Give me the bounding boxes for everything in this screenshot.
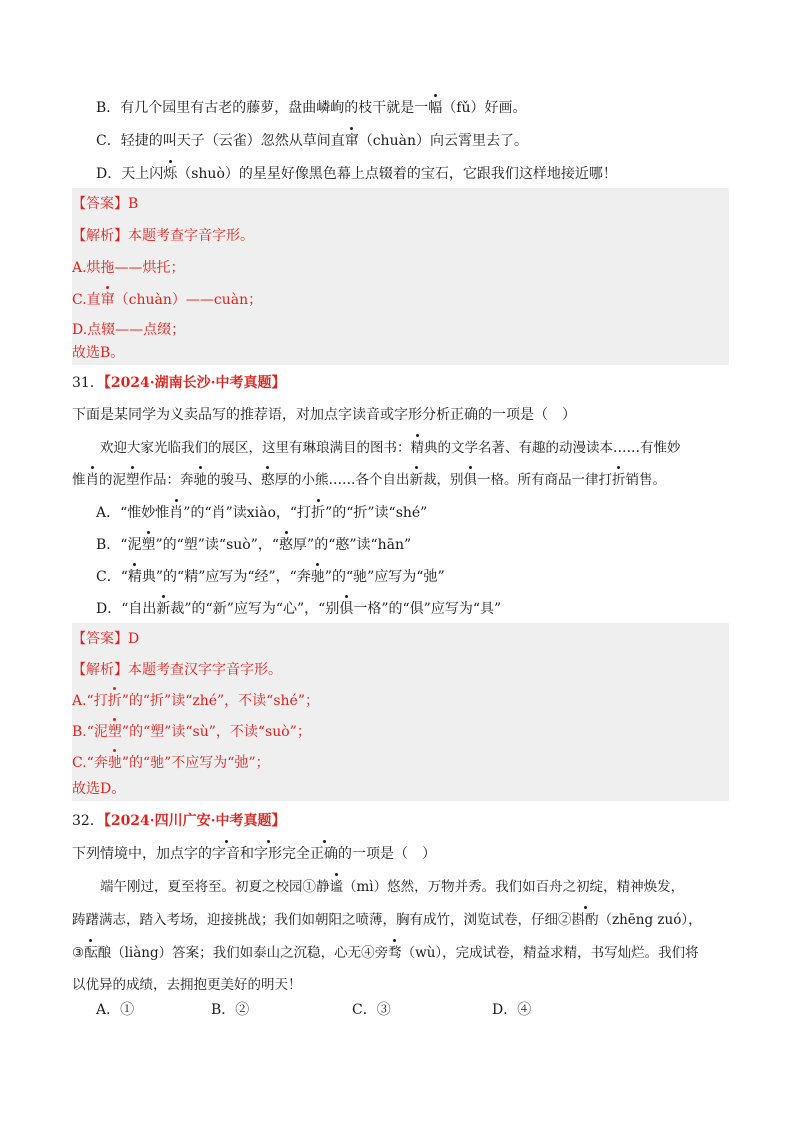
text: 完全 — [282, 846, 310, 862]
q30-analysis: 【解析】本题考查字音字形。 — [72, 228, 254, 244]
emphasis-char: 谧 — [329, 879, 343, 895]
q32-option-d: D．④ — [492, 1002, 532, 1018]
emphasis-char: 折 — [311, 505, 326, 521]
text: （chuàn）向云霄里去了。 — [358, 133, 528, 149]
text: 典”的“精”应写为“经”，“奔 — [141, 569, 311, 585]
emphasis-char: 肖 — [85, 472, 99, 488]
emphasis-char: 精 — [410, 440, 424, 456]
text: C.直 — [72, 292, 101, 308]
emphasis-char: 窜 — [344, 133, 359, 149]
q31-answer: 【答案】D — [72, 631, 140, 647]
q31-answer-box — [72, 623, 729, 801]
text: B．“泥 — [96, 537, 142, 553]
emphasis-char: 俱 — [463, 472, 477, 488]
q31-choice: 故选D。 — [72, 781, 126, 797]
emphasis-char: 新 — [156, 601, 171, 617]
text: B．有几个园里有古老的藤萝，盘曲嶙峋的枝干就是一 — [96, 100, 429, 116]
text: B.“泥 — [72, 724, 108, 740]
emphasis-char: 塑 — [107, 724, 122, 740]
text: 一格。所有商品一律打 — [477, 472, 612, 488]
text: 厚的小熊……各个自出 — [274, 472, 410, 488]
text: A.“打 — [72, 693, 108, 709]
text: 销售。 — [625, 472, 666, 488]
text: C．“ — [96, 569, 128, 585]
q30-option-c — [96, 131, 528, 151]
q31-option-d — [96, 599, 501, 619]
emphasis-char: 驰 — [107, 755, 122, 771]
q31-analysis-b — [72, 722, 311, 742]
q32-option-a: A．① — [96, 1002, 135, 1018]
text: （shuò）的星星好像黑色幕上点辍着的宝石，它跟我们这样地接近哪！ — [177, 166, 617, 182]
q32-header — [72, 811, 286, 831]
text: 裁，别 — [423, 472, 464, 488]
text: （chuàn）——cuàn； — [114, 292, 263, 308]
emphasis-char: 骛 — [388, 945, 402, 961]
emphasis-char: 折 — [612, 472, 626, 488]
emphasis-char: 折 — [107, 693, 122, 709]
text: 端午刚过，夏至将至。初夏之校园①静 — [100, 879, 330, 895]
emphasis-char: 俱 — [339, 601, 354, 617]
q32-option-c: C．③ — [352, 1002, 391, 1018]
emphasis-char: 斟酌 — [571, 912, 599, 928]
q32-passage-line4: 以优异的成绩，去拥抱更美好的明天！ — [72, 977, 302, 993]
text: （zhēng zuó）， — [598, 912, 702, 928]
text: 和 — [240, 846, 254, 862]
text: C．轻捷的叫天子（云雀）忽然从草间直 — [96, 133, 345, 149]
q32-passage-line2 — [72, 910, 702, 930]
emphasis-char: 憨 — [261, 472, 275, 488]
text: ”的“塑”读“suò”，“ — [155, 537, 280, 553]
text: 一格”的“俱”应写为“具” — [353, 601, 502, 617]
q31-passage-line1 — [100, 438, 681, 458]
emphasis-char: 烁 — [163, 166, 178, 182]
q32-option-b: B．② — [211, 1002, 250, 1018]
emphasis-char: 正确 — [310, 846, 338, 862]
q30-choice: 故选B。 — [72, 345, 125, 361]
text: 惟 — [72, 472, 86, 488]
emphasis-char: 肖 — [169, 505, 184, 521]
question-source: 【2024·四川广安·中考真题】 — [103, 813, 286, 829]
q32-stem — [72, 844, 436, 864]
question-number: 31． — [72, 375, 104, 391]
text: （mì）悠然，万物并秀。我们如百舟之初绽，精神焕发， — [343, 879, 685, 895]
emphasis-char: 窜 — [100, 292, 115, 308]
q30-analysis-a: A.烘拖——烘托； — [72, 260, 185, 276]
q31-option-b — [96, 535, 411, 555]
text: D．“自出 — [96, 601, 157, 617]
text: 的骏马、 — [207, 472, 261, 488]
q30-answer: 【答案】B — [72, 196, 139, 212]
q30-analysis-c — [72, 290, 262, 310]
text: 厚”的“憨”读“hān” — [293, 537, 412, 553]
text: 踌躇满志，踏入考场，迎接挑战；我们如朝阳之喷薄，胸有成竹，浏览试卷，仔细② — [72, 912, 572, 928]
emphasis-char: 驰 — [193, 472, 207, 488]
text: ”的“驰”应写为“弛” — [324, 569, 445, 585]
emphasis-char: 字音 — [212, 846, 240, 862]
q31-analysis-c — [72, 753, 270, 773]
text: D．天上闪 — [96, 166, 164, 182]
q31-analysis-a — [72, 691, 319, 711]
text: 典的文学名著、有趣的动漫读本……有惟妙 — [424, 440, 681, 456]
question-source: 【2024·湖南长沙·中考真题】 — [103, 375, 286, 391]
text: 的泥 — [99, 472, 126, 488]
text: 欢迎大家光临我们的展区，这里有琳琅满目的图书： — [100, 440, 411, 456]
text: ”的“塑”读“sù”，不读“suò”； — [121, 724, 311, 740]
text: ”的“折”读“zhé”，不读“shé”； — [121, 693, 319, 709]
q31-option-a — [96, 503, 427, 523]
q31-header — [72, 373, 286, 393]
emphasis-char: 字形 — [254, 846, 282, 862]
emphasis-char: 塑 — [126, 472, 140, 488]
emphasis-char: 新 — [409, 472, 423, 488]
emphasis-char: 精 — [127, 569, 142, 585]
q30-analysis-d: D.点辍——点缀； — [72, 322, 186, 338]
q31-option-c — [96, 567, 445, 587]
emphasis-char: 驰 — [310, 569, 325, 585]
text: ”的“折”读“shé” — [325, 505, 428, 521]
question-number: 32． — [72, 813, 104, 829]
text: 的一项是（ ） — [338, 846, 436, 862]
q32-passage-line3 — [72, 943, 699, 963]
text: ③ — [72, 945, 85, 961]
text: C.“奔 — [72, 755, 108, 771]
text: 下列情境中，加点字的 — [72, 846, 212, 862]
q31-analysis: 【解析】本题考查汉字字音字形。 — [72, 662, 282, 678]
q31-stem: 下面是某同学为义卖品写的推荐语，对加点字读音或字形分析正确的一项是（ ） — [72, 407, 576, 423]
q30-option-b — [96, 98, 527, 118]
text: （wù），完成试卷，精益求精，书写灿烂。我们将 — [401, 945, 699, 961]
q30-option-d — [96, 164, 617, 184]
q32-passage-line1 — [100, 877, 684, 897]
text: 作品：奔 — [139, 472, 194, 488]
emphasis-char: 憨 — [279, 537, 294, 553]
text: ”的“驰”不应写为“弛”； — [121, 755, 270, 771]
emphasis-char: 酝 — [84, 945, 98, 961]
emphasis-char: 幅 — [428, 100, 443, 116]
q31-passage-line2 — [72, 470, 666, 490]
text: 酿（liàng）答案；我们如泰山之沉稳，心无④旁 — [97, 945, 389, 961]
text: 裁”的“新”应写为“心”，“别 — [170, 601, 340, 617]
text: （fǔ）好画。 — [442, 100, 527, 116]
text: ”的“肖”读xiào，“打 — [183, 505, 312, 521]
text: A．“惟妙惟 — [96, 505, 170, 521]
emphasis-char: 塑 — [141, 537, 156, 553]
